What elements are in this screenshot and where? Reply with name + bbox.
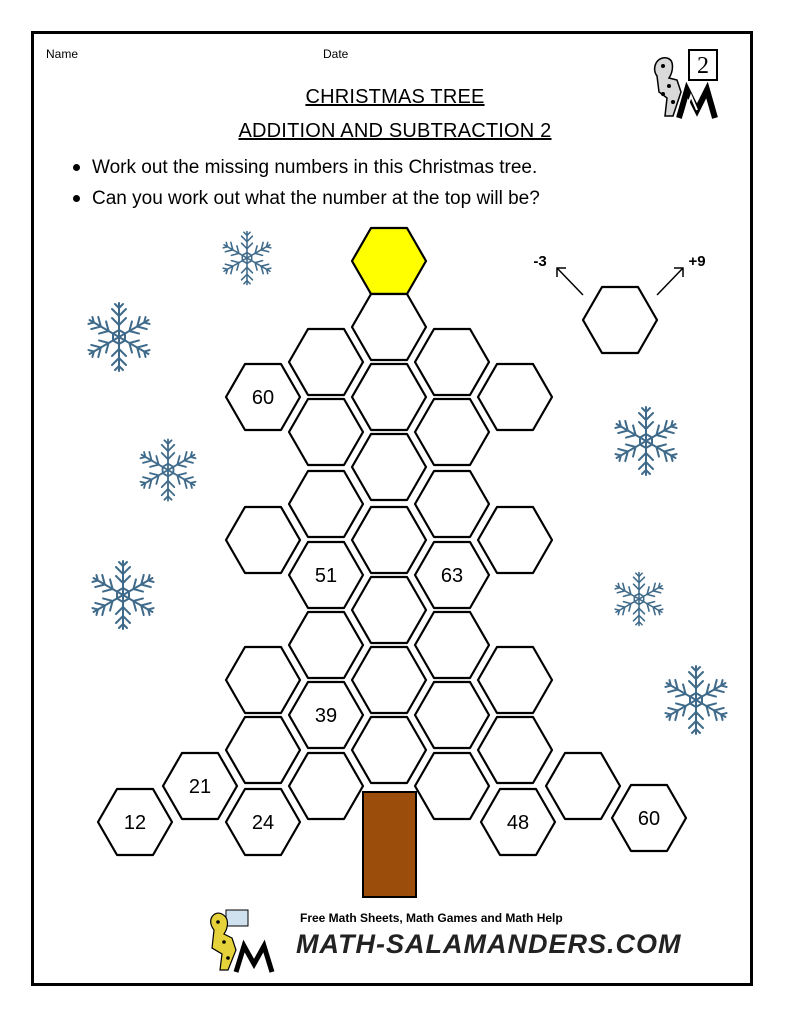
date-label: Date [323,47,349,61]
hexagon-value: 24 [251,812,275,834]
worksheet-subtitle: ADDITION AND SUBTRACTION 2 [238,120,552,142]
hexagon[interactable] [352,294,426,360]
rule-key [533,253,705,353]
hexagon[interactable] [478,364,552,430]
hexagon[interactable] [352,717,426,783]
hexagon[interactable] [478,717,552,783]
hexagon[interactable] [352,364,426,430]
snowflake-icon [90,561,156,629]
hexagon-value: 12 [123,812,147,834]
hexagon-value: 21 [188,776,212,798]
hexagon[interactable] [289,612,363,678]
hexagon[interactable] [415,329,489,395]
hexagon[interactable] [289,329,363,395]
hexagon[interactable] [546,753,620,819]
hexagon[interactable] [415,682,489,748]
hexagon[interactable] [415,399,489,465]
hexagon[interactable] [478,647,552,713]
hexagon-value: 63 [440,565,464,587]
hexagon[interactable] [226,507,300,573]
hexagon[interactable] [415,471,489,537]
name-label: Name [46,47,79,61]
snowflake-icon [86,303,152,371]
hexagon-value: 60 [637,808,661,830]
hexagon[interactable] [352,507,426,573]
hexagon[interactable] [289,399,363,465]
level-number: 2 [697,53,709,79]
hexagon[interactable] [415,753,489,819]
hexagon-value: 51 [314,565,338,587]
hexagon[interactable] [226,647,300,713]
hexagon[interactable] [289,471,363,537]
hexagon-value: 48 [506,812,530,834]
snowflake-icon [138,439,197,500]
footer-site-name[interactable]: MATH-SALAMANDERS.COM [296,929,682,959]
top-hexagon[interactable] [352,228,426,294]
hexagon[interactable] [352,577,426,643]
hexagon[interactable] [289,753,363,819]
rule-left-label: -3 [533,253,547,270]
hexagon[interactable] [478,507,552,573]
worksheet-title: CHRISTMAS TREE [305,86,485,108]
snowflake-icon [613,407,679,475]
hexagon-value: 60 [251,387,275,409]
hexagon[interactable] [352,647,426,713]
snowflake-icon [613,572,664,625]
instruction-item: Work out the missing numbers in this Christmas tree. [70,152,540,183]
hexagon[interactable] [352,434,426,500]
hexagon[interactable] [226,717,300,783]
instruction-item: Can you work out what the number at the top will be? [70,183,540,214]
tree-trunk [363,792,416,897]
footer-tagline: Free Math Sheets, Math Games and Math Help [300,911,563,925]
hexagon[interactable] [415,612,489,678]
hexagon-value: 39 [314,705,338,727]
salamander-logo [211,910,272,972]
snowflake-icon [221,231,272,284]
rule-right-label: +9 [688,253,706,270]
snowflake-icon [663,666,729,734]
